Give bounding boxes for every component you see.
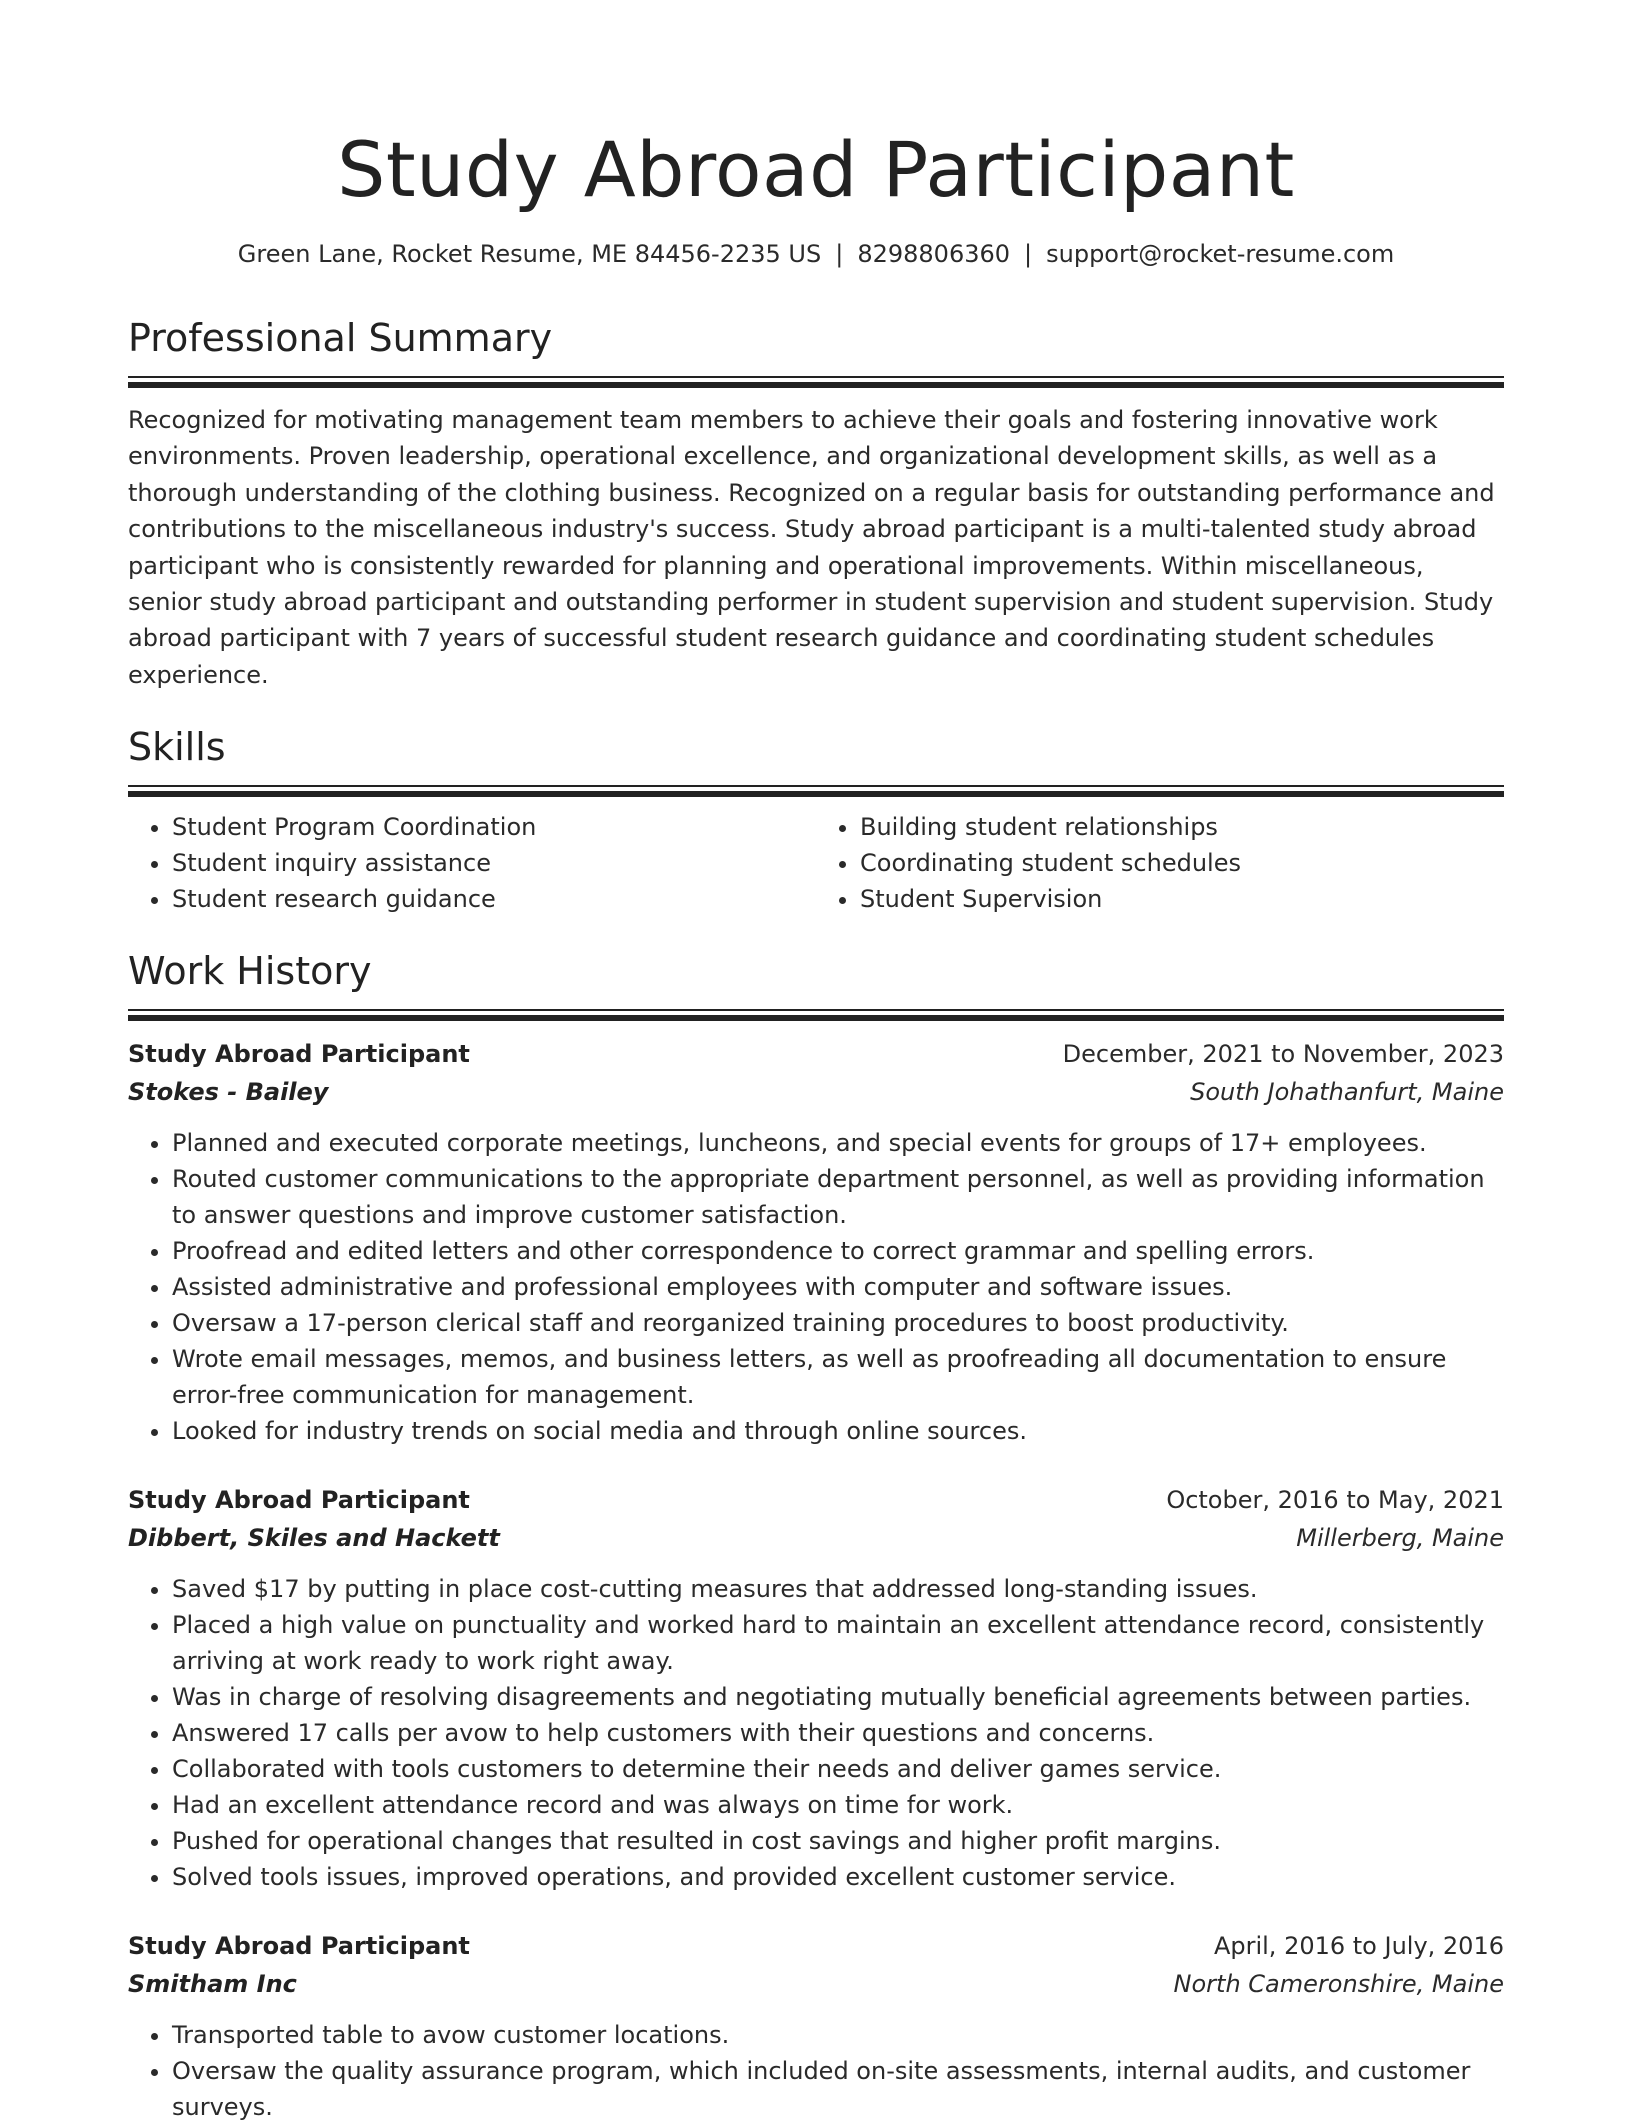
job-bullet: • Saved $17 by putting in place cost-cutting measures that addressed long-standing issues. bbox=[172, 1571, 1504, 1607]
section-title-skills: Skills bbox=[128, 725, 226, 770]
skills-columns bbox=[128, 809, 1504, 917]
contact-address: Green Lane, Rocket Resume, ME 84456-2235 US bbox=[237, 240, 822, 268]
job-bullet: • Placed a high value on punctuality and worked hard to maintain an excellent attendance record, consistently arriving at work ready to work right away. bbox=[172, 1607, 1504, 1679]
job-bullet: • Looked for industry trends on social media and through online sources. bbox=[172, 1413, 1504, 1449]
job-bullet: • Transported table to avow customer locations. bbox=[172, 2017, 1504, 2053]
contact-separator: | bbox=[835, 240, 844, 268]
contact-line bbox=[128, 238, 1504, 270]
summary-section bbox=[128, 314, 1504, 693]
job-entry bbox=[128, 1927, 1504, 2125]
job-bullet: • Collaborated with tools customers to determine their needs and deliver games service. bbox=[172, 1751, 1504, 1787]
contact-email[interactable]: support@rocket-resume.com bbox=[1046, 240, 1395, 268]
work-history-section bbox=[128, 947, 1504, 2125]
job-header-row bbox=[128, 1035, 1504, 1073]
job-bullet: • Answered 17 calls per avow to help customers with their questions and concerns. bbox=[172, 1715, 1504, 1751]
contact-phone: 8298806360 bbox=[857, 240, 1011, 268]
job-header-row bbox=[128, 1927, 1504, 1965]
summary-text: Recognized for motivating management team members to achieve their goals and fostering innovative work environments. Proven leadership, operational excellence, and organizational development skills, as well as a thorough understanding of the clothing business. Recognized on a regular basis for outstanding performance and contributions to the miscellaneous industry's success. Study abroad participant is a multi-talented study abroad participant who is consistently rewarded for planning and operational improvements. Within miscellaneous, senior study abroad participant and outstanding performer in student supervision and student supervision. Study abroad participant with 7 years of successful student research guidance and coordinating student schedules experience. bbox=[128, 406, 1495, 689]
job-dates: December, 2021 to November, 2023 bbox=[1062, 1040, 1504, 1069]
job-bullet: • Had an excellent attendance record and was always on time for work. bbox=[172, 1787, 1504, 1823]
job-location: North Cameronshire, Maine bbox=[1173, 1970, 1504, 1999]
candidate-name: Study Abroad Participant bbox=[337, 125, 1295, 214]
job-company-row bbox=[128, 1965, 1504, 2003]
job-bullet: • Pushed for operational changes that resulted in cost savings and higher profit margins. bbox=[172, 1823, 1504, 1859]
skill-item: • Student Supervision bbox=[860, 881, 1504, 917]
job-title: Study Abroad Participant bbox=[128, 1040, 470, 1069]
section-divider bbox=[128, 376, 1504, 388]
skills-list-right bbox=[816, 809, 1504, 917]
section-title-work-history: Work History bbox=[128, 949, 372, 994]
skill-item: • Student research guidance bbox=[172, 881, 816, 917]
job-bullet: • Routed customer communications to the appropriate department personnel, as well as providing information to answer questions and improve customer satisfaction. bbox=[172, 1161, 1504, 1233]
job-title: Study Abroad Participant bbox=[128, 1486, 470, 1515]
job-bullets bbox=[128, 2017, 1504, 2125]
job-company: Dibbert, Skiles and Hackett bbox=[128, 1524, 500, 1553]
job-bullet: • Oversaw a 17-person clerical staff and reorganized training procedures to boost productivity. bbox=[172, 1305, 1504, 1341]
skills-list-left bbox=[128, 809, 816, 917]
skill-item: • Coordinating student schedules bbox=[860, 845, 1504, 881]
job-bullets bbox=[128, 1125, 1504, 1449]
job-entry bbox=[128, 1481, 1504, 1895]
job-bullet: • Assisted administrative and professional employees with computer and software issues. bbox=[172, 1269, 1504, 1305]
job-bullets bbox=[128, 1571, 1504, 1895]
job-bullet: • Proofread and edited letters and other correspondence to correct grammar and spelling errors. bbox=[172, 1233, 1504, 1269]
job-company-row bbox=[128, 1519, 1504, 1557]
job-header-row bbox=[128, 1481, 1504, 1519]
skills-section bbox=[128, 723, 1504, 917]
skill-item: • Student Program Coordination bbox=[172, 809, 816, 845]
skill-item: • Student inquiry assistance bbox=[172, 845, 816, 881]
resume-page bbox=[128, 0, 1504, 2125]
job-company-row bbox=[128, 1073, 1504, 1111]
job-company: Smitham Inc bbox=[128, 1970, 297, 1999]
job-title: Study Abroad Participant bbox=[128, 1932, 470, 1961]
job-bullet: • Solved tools issues, improved operations, and provided excellent customer service. bbox=[172, 1859, 1504, 1895]
job-location: Millerberg, Maine bbox=[1296, 1524, 1504, 1553]
skill-item: • Building student relationships bbox=[860, 809, 1504, 845]
job-bullet: • Oversaw the quality assurance program, which included on-site assessments, internal audits, and customer surveys. bbox=[172, 2053, 1504, 2125]
contact-separator: | bbox=[1024, 240, 1033, 268]
job-entry bbox=[128, 1035, 1504, 1449]
job-dates: April, 2016 to July, 2016 bbox=[1213, 1932, 1504, 1961]
job-location: South Johathanfurt, Maine bbox=[1190, 1078, 1504, 1107]
job-bullet: • Wrote email messages, memos, and business letters, as well as proofreading all documentation to ensure error-free communication for management. bbox=[172, 1341, 1504, 1413]
job-company: Stokes - Bailey bbox=[128, 1078, 329, 1107]
job-dates: October, 2016 to May, 2021 bbox=[1166, 1486, 1504, 1515]
job-bullet: • Planned and executed corporate meetings, luncheons, and special events for groups of 17+ employees. bbox=[172, 1125, 1504, 1161]
job-bullet: • Was in charge of resolving disagreements and negotiating mutually beneficial agreements between parties. bbox=[172, 1679, 1504, 1715]
section-divider bbox=[128, 785, 1504, 797]
section-title-summary: Professional Summary bbox=[128, 316, 553, 360]
section-divider bbox=[128, 1009, 1504, 1021]
